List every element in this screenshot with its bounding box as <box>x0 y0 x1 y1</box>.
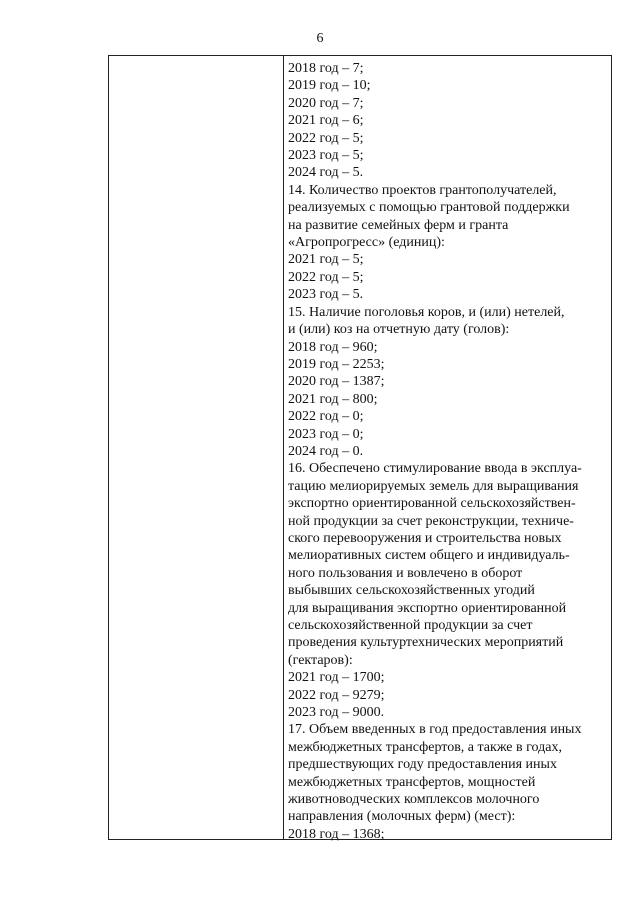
text-line: и (или) коз на отчетную дату (голов): <box>288 322 510 338</box>
text-line: мелиоративных систем общего и индивидуаль- <box>288 548 570 564</box>
text-line: проведения культуртехнических мероприятий <box>288 635 564 651</box>
text-line: реализуемых с помощью грантовой поддержки <box>288 200 570 216</box>
text-line: 2018 год – 960; <box>288 339 378 355</box>
text-line: 2020 год – 1387; <box>288 374 385 390</box>
text-line: ной продукции за счет реконструкции, техниче- <box>288 513 574 529</box>
column-divider <box>283 56 284 839</box>
text-line: 2020 год – 7; <box>288 95 364 111</box>
text-line: предшествующих году предоставления иных <box>288 757 557 773</box>
text-line: на развитие семейных ферм и гранта <box>288 217 509 233</box>
text-line: 16. Обеспечено стимулирование ввода в эксплуа- <box>288 461 582 477</box>
text-line: ного пользования и вовлечено в оборот <box>288 565 523 581</box>
text-line: 2021 год – 5; <box>288 252 364 268</box>
text-line: 2022 год – 5; <box>288 130 364 146</box>
text-line: 2021 год – 800; <box>288 391 378 407</box>
text-line: для выращивания экспортно ориентированной <box>288 600 567 616</box>
text-line: 2022 год – 0; <box>288 409 364 425</box>
text-line: межбюджетных трансфертов, а также в годах, <box>288 739 562 755</box>
text-line: 2019 год – 10; <box>288 78 371 94</box>
text-line: направления (молочных ферм) (мест): <box>288 809 516 825</box>
text-line: 2019 год – 2253; <box>288 356 385 372</box>
text-line: тацию мелиорируемых земель для выращивания <box>288 478 579 494</box>
text-line: 2021 год – 6; <box>288 113 364 129</box>
text-line: сельскохозяйственной продукции за счет <box>288 618 533 633</box>
text-line: (гектаров): <box>288 652 353 668</box>
text-line: выбывших сельскохозяйственных угодий <box>288 583 535 599</box>
text-line: 2018 год – 1368; <box>288 826 385 842</box>
text-line: 17. Объем введенных в год предоставления иных <box>288 722 582 738</box>
text-line: животноводческих комплексов молочного <box>288 792 540 808</box>
text-line: 2023 год – 9000. <box>288 705 385 721</box>
text-line: 2018 год – 7; <box>288 61 364 76</box>
text-line: межбюджетных трансфертов, мощностей <box>288 774 536 790</box>
text-line: 2023 год – 5; <box>288 148 364 164</box>
text-line: экспортно ориентированной сельскохозяйствен- <box>288 496 576 512</box>
text-line: 2023 год – 0; <box>288 426 364 442</box>
text-line: 14. Количество проектов грантополучателей, <box>288 182 557 198</box>
table-right-cell <box>288 60 610 843</box>
table-left-cell <box>109 56 283 839</box>
text-line: «Агропрогресс» (единиц): <box>288 235 445 251</box>
page-number: 6 <box>316 31 324 46</box>
text-line: 2024 год – 5. <box>288 165 364 181</box>
text-line: ского перевооружения и строительства новых <box>288 530 562 546</box>
text-line: 2022 год – 9279; <box>288 687 385 703</box>
text-line: 2023 год – 5. <box>288 287 364 303</box>
text-line: 2024 год – 0. <box>288 443 364 459</box>
document-table <box>108 55 612 840</box>
text-line: 2021 год – 1700; <box>288 670 385 686</box>
text-line: 15. Наличие поголовья коров, и (или) нетелей, <box>288 304 565 320</box>
text-line: 2022 год – 5; <box>288 269 364 285</box>
